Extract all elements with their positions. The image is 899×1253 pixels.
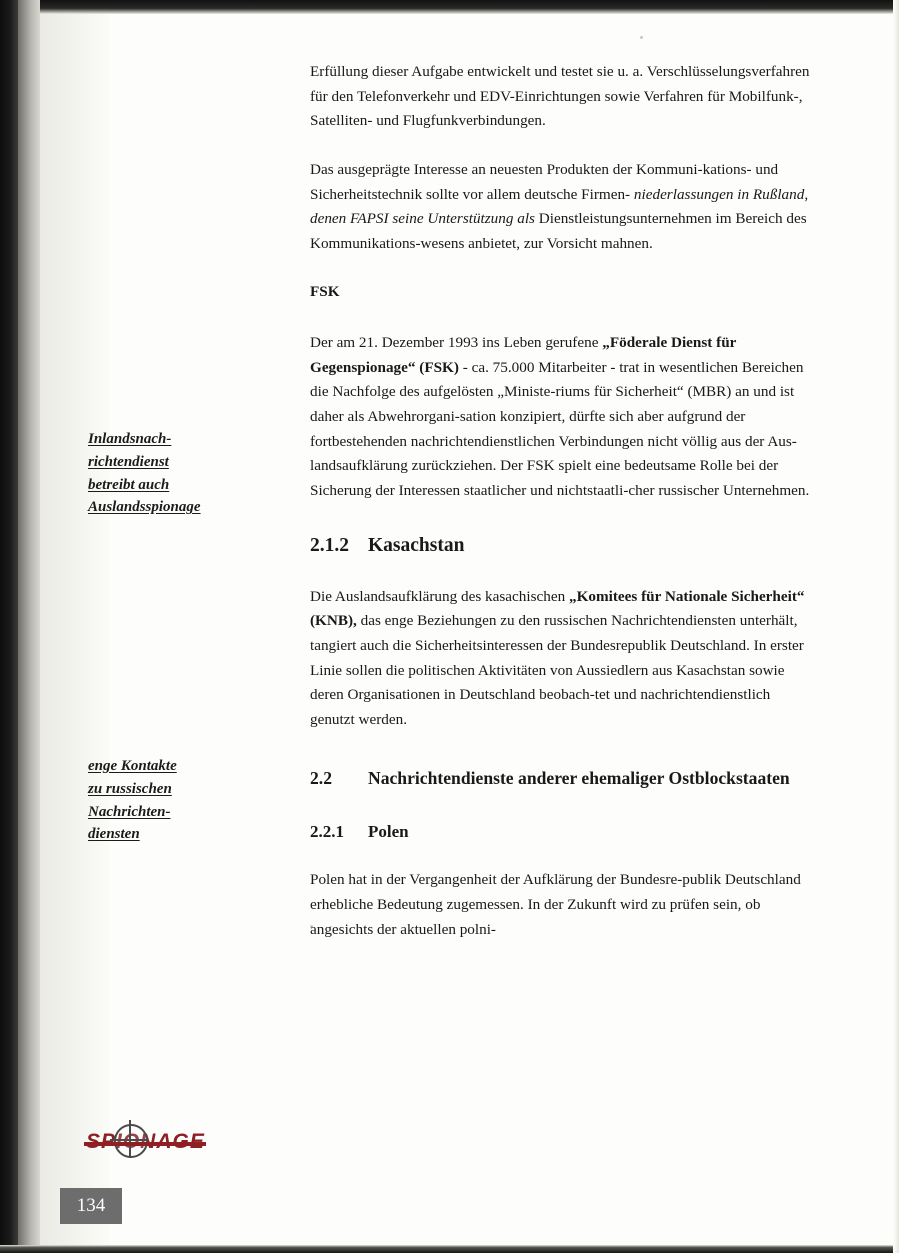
margin-note-inlandsnachrichtendienst — [88, 428, 288, 519]
paper-inner-shadow — [40, 14, 110, 1245]
heading-text: Nachrichtendienste anderer ehemaliger Ostblockstaaten — [368, 768, 790, 789]
margin-note-line: Inlandsnach- — [88, 431, 172, 447]
paragraph-knb-description — [310, 585, 815, 733]
heading-2-1-2-kasachstan — [310, 533, 815, 558]
crosshair-icon — [114, 1124, 148, 1158]
paragraph-part: Das ausgeprägte Interesse an neuesten Produkten der Kommuni-kations- und Sicherheitstechnik sollte vor allem deutsche Firmen- — [310, 160, 779, 203]
paragraph-part: Der am 21. Dezember 1993 ins Leben gerufene — [310, 334, 603, 351]
paragraph-part: - ca. 75.000 Mitarbeiter - trat in wesentlichen Bereichen die Nachfolge des aufgelösten „Ministe-riums für Sicherheit“ (MBR) an und ist daher als Abwehrorgani-sation konzipiert, dürfte sich aber aufgrund der fortbestehenden nachrichtendienstlichen Verbindungen nicht völlig aus der Aus-landsaufklärung zurückziehen. Der FSK spielt eine bedeutsame Rolle bei der Sicherung der Interessen staatlicher und nichtstaatli-cher russischer Unternehmen. — [310, 358, 810, 499]
heading-text: Polen — [368, 822, 409, 842]
paragraph-part: das enge Beziehungen zu den russischen Nachrichtendiensten unterhält, tangiert auch die Sicherheitsinteressen der Bundesrepublik Deutschland. In erster Linie sollen die politischen Aktivitäten von Aussiedlern aus Kasachstan sowie deren Organisationen in Deutschland beobach-tet und nachrichtendienstlich genutzt werden. — [310, 612, 804, 728]
scan-edge-right — [893, 0, 899, 1253]
page-number: 134 — [60, 1188, 122, 1224]
paragraph-bold-part: „Komitees für Nationale Sicherheit“ (KNB), — [310, 587, 805, 630]
scan-edge-top — [0, 0, 899, 14]
spionage-logo — [86, 1122, 204, 1162]
heading-2-2-ostblockstaaten — [310, 766, 815, 791]
subheading-fsk: FSK — [310, 283, 340, 301]
heading-number: 2.2.1 — [310, 822, 344, 842]
scan-edge-left-dark — [0, 0, 18, 1253]
margin-note-line: richtendienst — [88, 453, 169, 470]
heading-number: 2.1.2 — [310, 535, 349, 557]
paragraph-part: Dienstleistungsunternehmen im Bereich des Kommunikations-wesens anbietet, zur Vorsicht mahnen. — [310, 210, 807, 252]
scan-speck — [640, 36, 643, 39]
body-text-column — [310, 60, 815, 966]
scan-edge-bottom — [0, 1245, 899, 1253]
paragraph-fapsi-encryption: Erfüllung dieser Aufgabe entwickelt und testet sie u. a. Verschlüsselungsverfahren für den Telefonverkehr und EDV-Einrichtungen sowie Verfahren für Mobilfunk-, Satelliten- und Flugfunkverbindungen. — [310, 63, 810, 130]
margin-note-line: Auslandsspionage — [88, 499, 201, 516]
scan-edge-left-gray — [18, 0, 40, 1253]
margin-note-line: Nachrichten- — [88, 803, 171, 820]
paragraph-bold-part: „Föderale Dienst für Gegenspionage“ (FSK) — [310, 334, 737, 376]
margin-note-line: zu russischen — [88, 780, 172, 797]
margin-note-line: betreibt auch — [88, 476, 170, 493]
heading-number: 2.2 — [310, 768, 332, 789]
paragraph-interest-products — [310, 158, 815, 257]
paragraph-fsk-description — [310, 331, 815, 503]
heading-text: Kasachstan — [368, 535, 465, 557]
heading-2-2-1-polen — [310, 821, 815, 844]
margin-note-line: diensten — [88, 826, 140, 843]
paragraph-part: Die Auslandsaufklärung des kasachischen — [310, 587, 569, 605]
margin-note-line: enge Kontakte — [88, 758, 177, 774]
paragraph-polen-description: Polen hat in der Vergangenheit der Aufklärung der Bundesre-publik Deutschland erhebliche Bedeutung zugemessen. In der Zukunft wird zu prüfen sein, ob angesichts der aktuellen polni- — [310, 871, 801, 938]
margin-note-enge-kontakte — [88, 755, 288, 846]
paragraph-italic-part: niederlassungen in Rußland, denen FAPSI seine Unterstützung als — [310, 185, 809, 228]
logo-strike-bar — [84, 1142, 206, 1146]
